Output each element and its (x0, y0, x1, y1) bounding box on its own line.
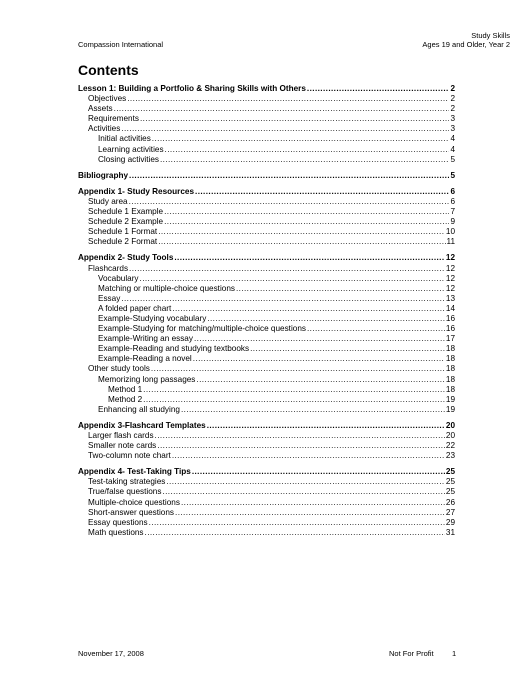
toc-page-number: 10 (445, 227, 455, 237)
toc-entry[interactable] (78, 375, 455, 385)
toc-entry-title: Schedule 2 Format (88, 237, 158, 247)
toc-page-number: 11 (446, 237, 455, 247)
toc-entry-title: Learning activities (98, 144, 164, 154)
toc-entry[interactable] (78, 104, 455, 114)
dot-leader (195, 187, 449, 197)
toc-entry-title: Lesson 1: Building a Portfolio & Sharing Skills with Others (78, 84, 306, 93)
toc-entry[interactable] (78, 518, 455, 528)
dot-leader (129, 197, 450, 207)
toc-entry-title: Short-answer questions (88, 507, 175, 517)
toc-entry[interactable] (78, 284, 455, 294)
footer-date: November 17, 2008 (78, 649, 144, 658)
toc-section-entry[interactable] (78, 187, 455, 197)
toc-entry[interactable] (78, 264, 455, 274)
toc-entry-title: Matching or multiple-choice questions (98, 283, 235, 293)
toc-entry-title: Larger flash cards (88, 431, 154, 440)
toc-entry[interactable] (78, 124, 455, 134)
toc-entry-title: Method 2 (108, 394, 143, 404)
toc-entry-title: True/false questions (88, 487, 162, 497)
toc-entry-title: Other study tools (88, 364, 150, 374)
dot-leader (152, 134, 450, 144)
header-audience: Ages 19 and Older, Year 2 (422, 40, 510, 49)
toc-page-number: 6 (450, 186, 455, 196)
toc-page-number: 12 (445, 273, 455, 283)
dot-leader (207, 314, 445, 324)
toc-section-entry[interactable] (78, 253, 455, 263)
toc-page-number: 13 (445, 293, 455, 303)
toc-entry[interactable] (78, 364, 455, 374)
toc-section-entry[interactable] (78, 421, 455, 431)
toc-entry-title: Activities (88, 124, 121, 134)
toc-page-number: 18 (445, 374, 455, 384)
toc-page-number: 4 (450, 144, 455, 154)
toc-entry-title: Essay (98, 293, 121, 303)
toc-page-number: 2 (450, 104, 455, 114)
toc-page-number: 18 (445, 384, 455, 394)
toc-entry[interactable] (78, 354, 455, 364)
toc-entry-title: Schedule 2 Example (88, 217, 164, 227)
toc-entry-title: Enhancing all studying (98, 404, 180, 414)
footer-status: Not For Profit (389, 649, 434, 658)
toc-entry-title: Appendix 4- Test-Taking Tips (78, 467, 191, 477)
dot-leader (129, 171, 449, 181)
toc-entry-title: Example-Studying for matching/multiple-choice questions (98, 324, 306, 334)
toc-entry[interactable] (78, 304, 455, 314)
toc-page-number: 2 (450, 84, 455, 93)
toc-entry[interactable] (78, 237, 455, 247)
table-of-contents (78, 84, 455, 538)
toc-entry[interactable] (78, 441, 455, 451)
running-header-right (422, 31, 510, 49)
toc-entry-title: Bibliography (78, 170, 129, 180)
toc-page-number: 26 (445, 497, 455, 507)
dot-leader (121, 294, 445, 304)
page-title: Contents (78, 62, 139, 78)
toc-page-number: 9 (450, 217, 455, 227)
toc-page-number: 2 (450, 94, 455, 104)
toc-entry-title: Example-Reading and studying textbooks (98, 344, 250, 354)
toc-page-number: 5 (450, 154, 455, 164)
dot-leader (181, 498, 445, 508)
dot-leader (140, 274, 445, 284)
toc-page-number: 19 (445, 394, 455, 404)
toc-page-number: 20 (445, 420, 455, 430)
dot-leader (143, 385, 445, 395)
toc-entry-title: Closing activities (98, 154, 159, 164)
dot-leader (158, 237, 445, 247)
toc-entry-title: Assets (88, 104, 113, 114)
toc-entry[interactable] (78, 498, 455, 508)
toc-entry[interactable] (78, 487, 455, 497)
toc-entry[interactable] (78, 274, 455, 284)
toc-entry[interactable] (78, 145, 455, 155)
toc-entry[interactable] (78, 94, 455, 104)
dot-leader (149, 518, 445, 528)
toc-page-number: 18 (445, 344, 455, 354)
toc-page-number: 16 (445, 324, 455, 334)
toc-entry-title: Memorizing long passages (98, 374, 196, 384)
toc-page-number: 5 (450, 170, 455, 180)
toc-entry-title: Math questions (88, 527, 144, 537)
toc-page-number: 17 (445, 334, 455, 344)
toc-entry[interactable] (78, 324, 455, 334)
dot-leader (236, 284, 445, 294)
toc-entry[interactable] (78, 451, 455, 461)
toc-page-number: 29 (445, 517, 455, 527)
dot-leader (114, 104, 450, 114)
header-subject: Study Skills (471, 31, 510, 40)
dot-leader (192, 467, 445, 477)
dot-leader (155, 431, 445, 441)
toc-page-number: 4 (450, 134, 455, 144)
toc-entry-title: Two-column note chart (88, 451, 171, 461)
dot-leader (172, 451, 445, 461)
toc-entry[interactable] (78, 344, 455, 354)
toc-entry[interactable] (78, 294, 455, 304)
toc-entry-title: Schedule 1 Example (88, 207, 164, 217)
toc-entry-title: Appendix 3-Flashcard Templates (78, 420, 206, 430)
dot-leader (121, 124, 449, 134)
header-org: Compassion International (78, 40, 164, 49)
toc-entry-title: Requirements (88, 114, 139, 124)
dot-leader (140, 114, 449, 124)
toc-page-number: 14 (445, 303, 455, 313)
dot-leader (181, 405, 445, 415)
toc-entry-title: Method 1 (108, 384, 143, 394)
toc-section-entry[interactable] (78, 84, 455, 94)
toc-entry-title: Multiple-choice questions (88, 497, 180, 507)
toc-entry[interactable] (78, 528, 455, 538)
toc-entry[interactable] (78, 114, 455, 124)
toc-page-number: 18 (445, 354, 455, 364)
toc-page-number: 3 (450, 114, 455, 124)
toc-entry-title: Smaller note cards (88, 441, 157, 451)
toc-page-number: 20 (445, 431, 455, 440)
toc-page-number: 23 (445, 451, 455, 461)
toc-page-number: 25 (445, 467, 455, 477)
toc-page-number: 18 (445, 364, 455, 374)
dot-leader (160, 155, 449, 165)
toc-entry-title: Essay questions (88, 517, 148, 527)
toc-page-number: 12 (445, 263, 455, 273)
toc-entry-title: Schedule 1 Format (88, 227, 158, 237)
dot-leader (127, 94, 449, 104)
toc-page-number: 16 (445, 313, 455, 323)
dot-leader (157, 441, 445, 451)
toc-entry-title: Example-Writing an essay (98, 334, 193, 344)
toc-entry-title: Flashcards (88, 263, 129, 273)
toc-entry-title: Study area (88, 196, 128, 206)
toc-entry[interactable] (78, 134, 455, 144)
toc-page-number: 22 (445, 441, 455, 451)
toc-entry[interactable] (78, 227, 455, 237)
toc-page-number: 3 (450, 124, 455, 134)
toc-entry-title: A folded paper chart (98, 303, 172, 313)
toc-entry-title: Appendix 2- Study Tools (78, 253, 174, 263)
dot-leader (162, 487, 444, 497)
dot-leader (165, 145, 450, 155)
toc-page-number: 12 (445, 253, 455, 263)
toc-entry[interactable] (78, 405, 455, 415)
toc-page-number: 25 (445, 477, 455, 487)
toc-page-number: 12 (445, 283, 455, 293)
dot-leader (194, 334, 445, 344)
dot-leader (164, 217, 449, 227)
toc-entry[interactable] (78, 385, 455, 395)
toc-entry[interactable] (78, 314, 455, 324)
toc-entry-title: Example-Reading a novel (98, 354, 192, 364)
toc-entry[interactable] (78, 508, 455, 518)
dot-leader (166, 477, 445, 487)
toc-entry[interactable] (78, 395, 455, 405)
dot-leader (145, 528, 445, 538)
footer-page-number: 1 (452, 649, 457, 658)
dot-leader (172, 304, 445, 314)
toc-entry[interactable] (78, 477, 455, 487)
toc-entry[interactable] (78, 207, 455, 217)
toc-entry[interactable] (78, 217, 455, 227)
toc-entry[interactable] (78, 334, 455, 344)
toc-page-number: 7 (450, 207, 455, 217)
toc-section-entry[interactable] (78, 171, 455, 181)
dot-leader (307, 84, 450, 94)
toc-page-number: 6 (450, 196, 455, 206)
toc-entry-title: Objectives (88, 94, 127, 104)
toc-section-entry[interactable] (78, 467, 455, 477)
toc-entry[interactable] (78, 197, 455, 207)
toc-entry-title: Vocabulary (98, 273, 139, 283)
dot-leader (193, 354, 445, 364)
dot-leader (175, 508, 445, 518)
dot-leader (174, 253, 445, 263)
dot-leader (307, 324, 445, 334)
dot-leader (143, 395, 445, 405)
toc-entry-title: Test-taking strategies (88, 477, 166, 487)
toc-entry[interactable] (78, 431, 455, 441)
toc-page-number: 31 (445, 527, 455, 537)
toc-entry-title: Appendix 1- Study Resources (78, 186, 195, 196)
toc-page-number: 27 (445, 507, 455, 517)
dot-leader (151, 364, 445, 374)
dot-leader (129, 264, 445, 274)
dot-leader (196, 375, 445, 385)
dot-leader (250, 344, 445, 354)
toc-entry-title: Example-Studying vocabulary (98, 313, 207, 323)
dot-leader (164, 207, 449, 217)
dot-leader (158, 227, 445, 237)
toc-entry-title: Initial activities (98, 134, 151, 144)
dot-leader (207, 421, 445, 431)
toc-entry[interactable] (78, 155, 455, 165)
toc-page-number: 25 (445, 487, 455, 497)
toc-page-number: 19 (445, 404, 455, 414)
